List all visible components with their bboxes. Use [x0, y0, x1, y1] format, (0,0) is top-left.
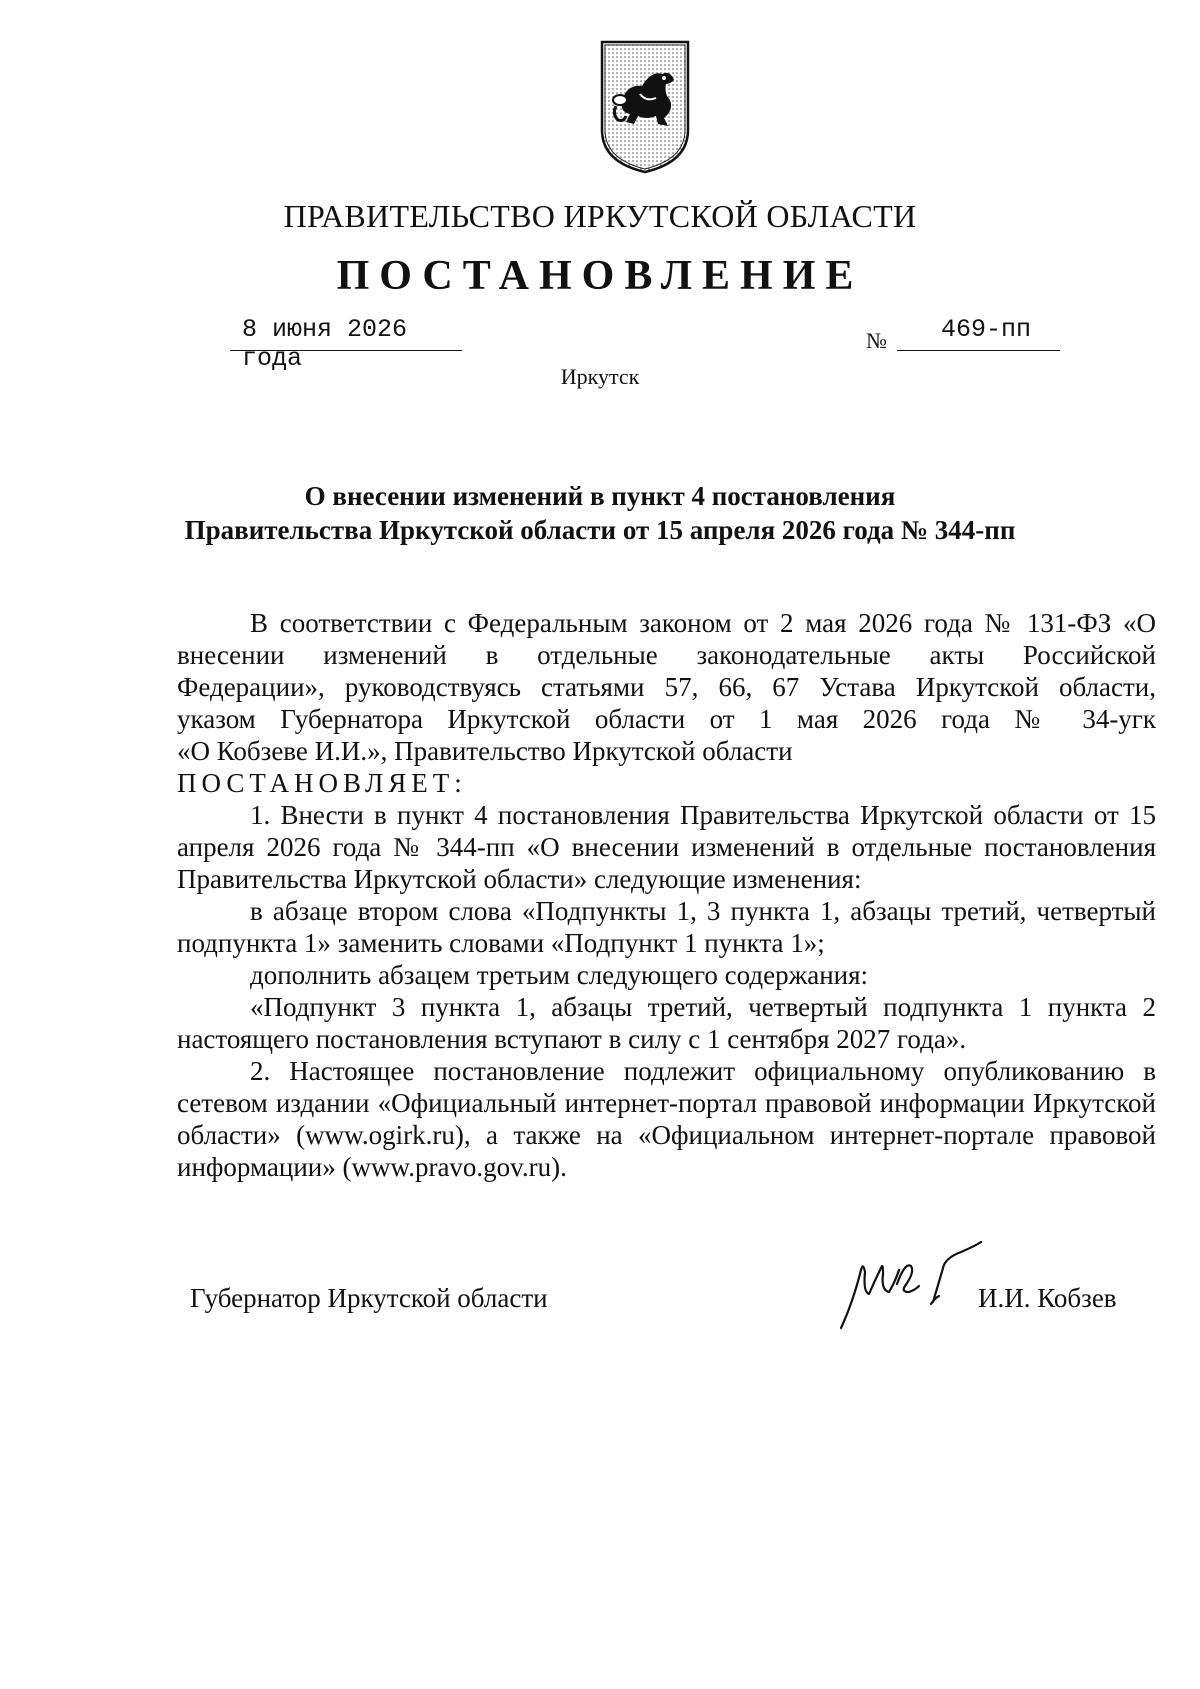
document-type-heading: ПОСТАНОВЛЕНИЕ: [336, 253, 864, 299]
signer-position: Губернатор Иркутской области: [190, 1283, 548, 1313]
document-body: [177, 607, 1156, 1183]
signer-name: И.И. Кобзев: [978, 1283, 1117, 1313]
document-number-field: [897, 312, 1060, 351]
preamble-line: внесении изменений в отдельные законодательные акты Российской: [177, 640, 1156, 670]
preamble-line: указом Губернатора Иркутской области от 1 мая 2026 года № 34-угк: [177, 704, 1156, 734]
number-sign: №: [866, 328, 887, 353]
issuing-authority: ПРАВИТЕЛЬСТВО ИРКУТСКОЙ ОБЛАСТИ: [283, 198, 917, 234]
preamble-line: В соответствии с Федеральным законом от 2 мая 2026 года № 131-ФЗ «О: [250, 608, 1156, 638]
document-title-line-1: О внесении изменений в пункт 4 постановления: [304, 481, 896, 511]
issue-city: Иркутск: [560, 364, 640, 389]
paragraph-item-2: 2. Настоящее постановление подлежит официальному опубликованию в сетевом издании «Официальный интернет-портал правовой информации Иркутской области» (www.ogirk.ru), а также на «Официальном интернет-портале правовой информации» (www.pravo.gov.ru).: [177, 1056, 1156, 1182]
paragraph-item-1: 1. Внести в пункт 4 постановления Правительства Иркутской области от 15 апреля 2026 года № 344-пп «О внесении изменений в отдельные постановления Правительства Иркутской области» следующие изменения:: [177, 800, 1156, 894]
handwritten-signature: [835, 1232, 985, 1342]
coat-of-arms-emblem: [600, 40, 690, 174]
document-date: 8 июня 2026 года: [242, 315, 408, 373]
document-title: [120, 479, 1080, 547]
document-title-line-2: Правительства Иркутской области от 15 апреля 2026 года № 344-пп: [184, 515, 1016, 545]
document-date-field: [230, 312, 462, 373]
decree-word: ПОСТАНОВЛЯЕТ:: [177, 768, 467, 798]
preamble-line: Федерации», руководствуясь статьями 57, 66, 67 Устава Иркутской области,: [177, 672, 1156, 702]
paragraph-amendment-2: дополнить абзацем третьим следующего содержания:: [250, 960, 869, 990]
paragraph-amendment-1: в абзаце втором слова «Подпункты 1, 3 пункта 1, абзацы третий, четвертый подпункта 1» заменить словами «Подпункт 1 пункта 1»;: [177, 896, 1156, 958]
paragraph-amendment-quote: «Подпункт 3 пункта 1, абзацы третий, четвертый подпункта 1 пункта 2 настоящего постановления вступают в силу с 1 сентября 2027 года».: [177, 992, 1156, 1054]
document-number: 469-пп: [941, 315, 1032, 344]
preamble-line: «О Кобзеве И.И.», Правительство Иркутской области: [177, 736, 793, 766]
